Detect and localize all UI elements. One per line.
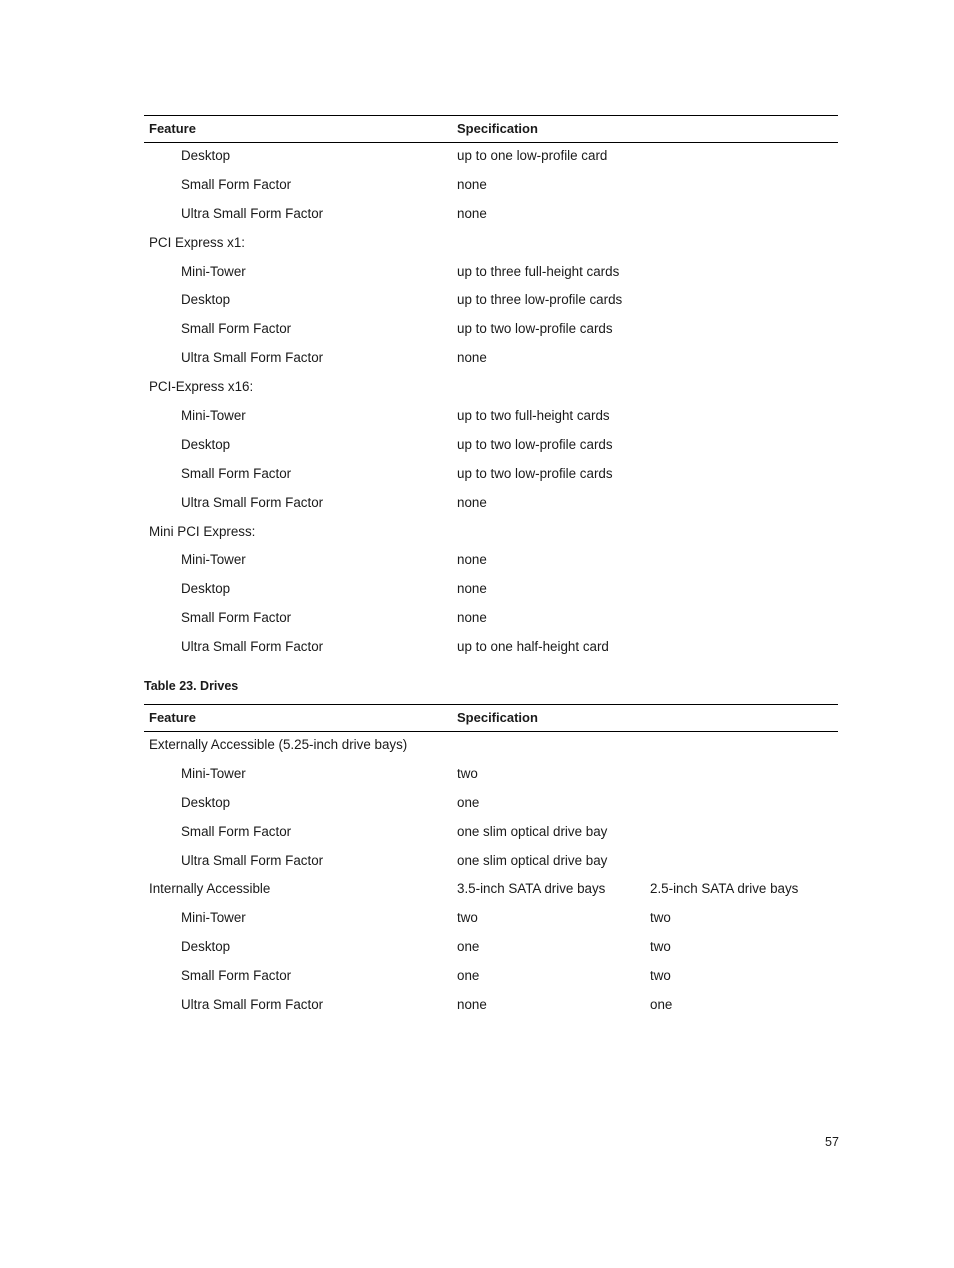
- feature-group-label: PCI-Express x16:: [149, 379, 254, 395]
- specification-cell: one slim optical drive bay: [457, 852, 608, 868]
- table-row: [144, 876, 838, 905]
- table-row: [144, 287, 838, 316]
- specification-cell: up to one half-height card: [457, 639, 609, 655]
- table-row: [144, 172, 838, 201]
- feature-cell: Desktop: [181, 794, 231, 810]
- specification-cell-secondary: 2.5-inch SATA drive bays: [650, 881, 799, 897]
- table-row: [144, 963, 838, 992]
- specification-cell: none: [457, 494, 487, 510]
- specification-cell: none: [457, 552, 487, 568]
- table-row: [144, 374, 838, 403]
- feature-cell: Small Form Factor: [181, 465, 292, 481]
- specification-cell: up to one low-profile card: [457, 148, 608, 163]
- table-row: [144, 634, 838, 663]
- feature-cell: Small Form Factor: [181, 176, 292, 192]
- table-row: [144, 732, 838, 761]
- specification-cell: up to two low-profile cards: [457, 436, 613, 452]
- specification-cell: none: [457, 997, 487, 1013]
- table-row: [144, 576, 838, 605]
- expansion-slots-table: [144, 115, 838, 663]
- specification-cell: up to three full-height cards: [457, 263, 620, 279]
- table-row: [144, 519, 838, 548]
- page-number: 57: [825, 1135, 839, 1149]
- specification-cell-secondary: two: [650, 939, 671, 955]
- specification-cell: one slim optical drive bay: [457, 823, 608, 839]
- feature-cell: Desktop: [181, 148, 231, 163]
- table-row: [144, 201, 838, 230]
- feature-cell: Small Form Factor: [181, 321, 292, 337]
- feature-group-label: PCI Express x1:: [149, 234, 245, 250]
- feature-group-label: Mini PCI Express:: [149, 523, 256, 539]
- specification-column-header: Specification: [457, 121, 538, 136]
- feature-cell: Small Form Factor: [181, 823, 292, 839]
- table-row: [144, 403, 838, 432]
- table-row: [144, 819, 838, 848]
- feature-cell: Ultra Small Form Factor: [181, 639, 324, 655]
- specification-cell: none: [457, 205, 487, 221]
- feature-cell: Desktop: [181, 939, 231, 955]
- feature-cell: Mini-Tower: [181, 765, 246, 781]
- specification-cell: up to two low-profile cards: [457, 321, 613, 337]
- feature-column-header: Feature: [149, 710, 196, 725]
- feature-cell: Desktop: [181, 292, 231, 308]
- specification-cell: 3.5-inch SATA drive bays: [457, 881, 606, 897]
- table-body: [144, 732, 838, 1021]
- table-caption: Table 23. Drives: [144, 679, 239, 693]
- table-row: [144, 259, 838, 288]
- table-row: [144, 547, 838, 576]
- specification-cell: one: [457, 939, 480, 955]
- feature-group-label: Internally Accessible: [149, 881, 271, 897]
- table-row: [144, 605, 838, 634]
- feature-cell: Small Form Factor: [181, 968, 292, 984]
- feature-cell: Ultra Small Form Factor: [181, 350, 324, 366]
- specification-column-header: Specification: [457, 710, 538, 725]
- specification-cell-secondary: one: [650, 997, 673, 1013]
- feature-cell: Ultra Small Form Factor: [181, 205, 324, 221]
- table-row: [144, 345, 838, 374]
- specification-cell: one: [457, 968, 480, 984]
- table-row: [144, 461, 838, 490]
- feature-cell: Desktop: [181, 581, 231, 597]
- feature-cell: Mini-Tower: [181, 552, 246, 568]
- table-header: [144, 704, 838, 732]
- specification-cell-secondary: two: [650, 910, 671, 926]
- specification-cell-secondary: two: [650, 968, 671, 984]
- specification-cell: none: [457, 350, 487, 366]
- feature-cell: Ultra Small Form Factor: [181, 494, 324, 510]
- specification-cell: one: [457, 794, 480, 810]
- feature-cell: Ultra Small Form Factor: [181, 997, 324, 1013]
- specification-cell: two: [457, 910, 478, 926]
- drives-table: [144, 704, 838, 1021]
- table-header: [144, 115, 838, 143]
- table-row: [144, 490, 838, 519]
- table-row: [144, 905, 838, 934]
- feature-column-header: Feature: [149, 121, 196, 136]
- table-row: [144, 848, 838, 877]
- feature-cell: Mini-Tower: [181, 263, 246, 279]
- table-row: [144, 992, 838, 1021]
- feature-group-label: Externally Accessible (5.25-inch drive bays): [149, 737, 408, 752]
- table-row: [144, 230, 838, 259]
- feature-cell: Ultra Small Form Factor: [181, 852, 324, 868]
- table-row: [144, 316, 838, 345]
- specification-cell: two: [457, 765, 478, 781]
- table-row: [144, 934, 838, 963]
- feature-cell: Desktop: [181, 436, 231, 452]
- feature-cell: Small Form Factor: [181, 610, 292, 626]
- table-row: [144, 790, 838, 819]
- table-row: [144, 143, 838, 172]
- specification-cell: up to two low-profile cards: [457, 465, 613, 481]
- specification-cell: none: [457, 610, 487, 626]
- table-row: [144, 432, 838, 461]
- specification-cell: up to two full-height cards: [457, 408, 610, 424]
- feature-cell: Mini-Tower: [181, 408, 246, 424]
- table-body: [144, 143, 838, 663]
- feature-cell: Mini-Tower: [181, 910, 246, 926]
- table-row: [144, 761, 838, 790]
- specification-cell: none: [457, 581, 487, 597]
- specification-cell: none: [457, 176, 487, 192]
- specification-cell: up to three low-profile cards: [457, 292, 623, 308]
